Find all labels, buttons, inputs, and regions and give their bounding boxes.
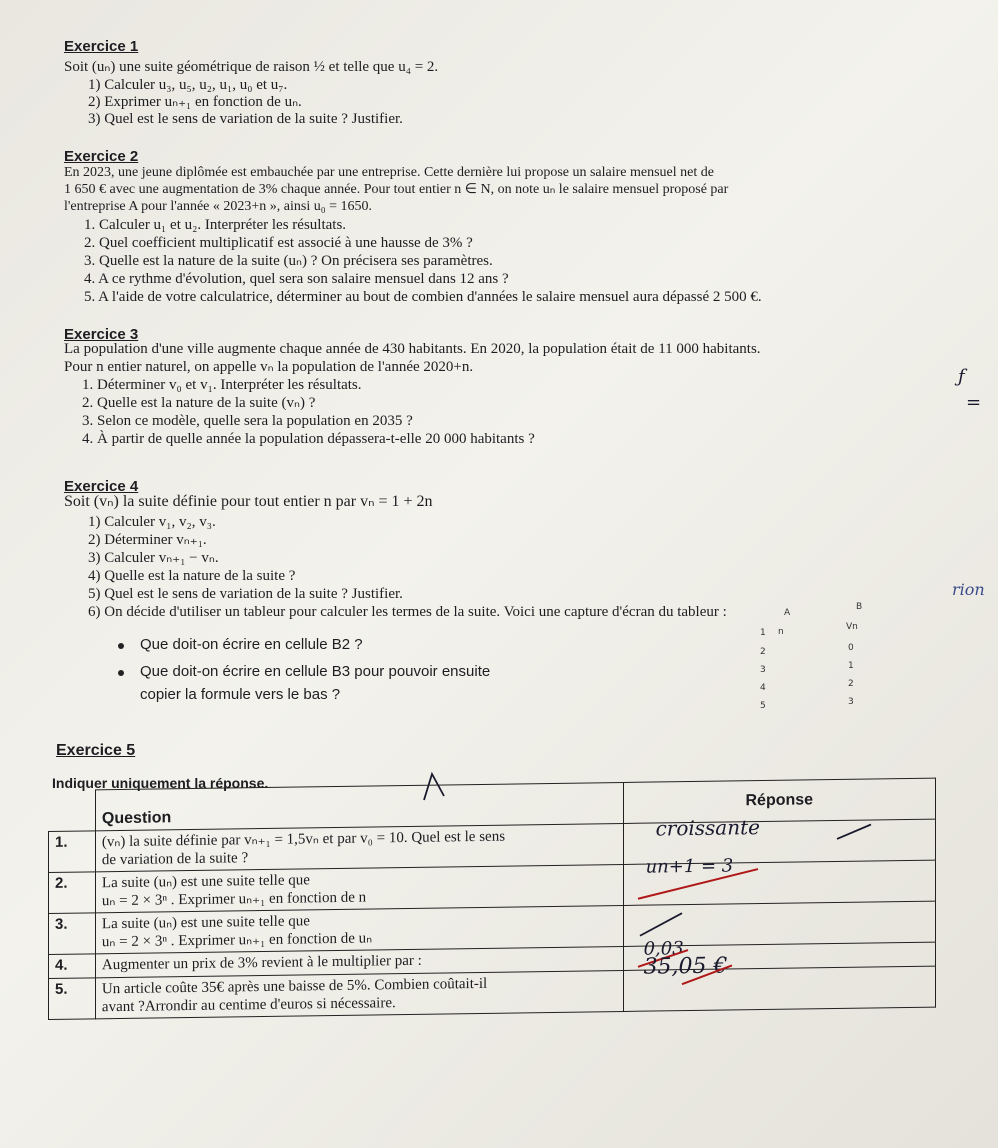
ex1-item-3: 3) Quel est le sens de variation de la suite ? Justifier. <box>88 111 403 127</box>
question-line: (vₙ) la suite définie par vₙ₊₁ = 1,5vₙ et par v₀ = 10. Quel est le sens <box>101 828 506 851</box>
ex2-intro-line-3: l'entreprise A pour l'année « 2023+n », ainsi u₀ = 1650. <box>64 199 372 214</box>
question-line: uₙ = 2 × 3ⁿ . Exprimer uₙ₊₁ en fonction de uₙ <box>101 930 373 951</box>
spreadsheet-col-a: A <box>784 608 791 618</box>
column-header-question: Question <box>101 809 172 828</box>
ex1-item-1: 1) Calculer u₃, u₅, u₂, u₁, u₀ et u₇. <box>88 77 288 93</box>
ex3-item-3: 3. Selon ce modèle, quelle sera la population en 2035 ? <box>82 413 413 429</box>
row-number: 4. <box>49 954 96 979</box>
spreadsheet-cell-b2: 0 <box>848 643 854 653</box>
column-header-answer: Réponse <box>623 778 935 823</box>
strike-through-mark <box>634 865 764 903</box>
question-line: uₙ = 2 × 3ⁿ . Exprimer uₙ₊₁ en fonction de n <box>101 889 367 910</box>
margin-equal-sign: = <box>966 392 982 413</box>
handwritten-answer: un+1 = 3 <box>645 855 734 878</box>
ex4-item-6: 6) On décide d'utiliser un tableur pour calculer les termes de la suite. Voici une capture d'écran du tableur : <box>88 604 727 620</box>
bullet-dot <box>118 643 124 649</box>
handwritten-answer: 0,03 <box>643 938 684 960</box>
question-line: Un article coûte 35€ après une baisse de 5%. Combien coûtait-il <box>101 975 488 998</box>
ex3-item-4: 4. À partir de quelle année la population dépassera-t-elle 20 000 habitants ? <box>82 431 535 447</box>
margin-note-rion: rion <box>952 580 985 599</box>
header-num-cell <box>49 790 96 832</box>
ex2-item-1: 1. Calculer u₁ et u₂. Interpréter les résultats. <box>84 217 347 233</box>
ex2-item-3: 3. Quelle est la nature de la suite (uₙ) ? On précisera ses paramètres. <box>84 253 493 269</box>
ex3-item-1: 1. Déterminer v₀ et v₁. Interpréter les résultats. <box>82 377 362 393</box>
ex3-item-2: 2. Quelle est la nature de la suite (vₙ) ? <box>82 395 316 411</box>
question-cell <box>95 970 623 1018</box>
spreadsheet-row-num: 4 <box>760 683 766 693</box>
ex4-bullet-1: Que doit-on écrire en cellule B2 ? <box>140 636 363 653</box>
ex2-intro-line-2: 1 650 € avec une augmentation de 3% chaque année. Pour tout entier n ∈ N, on note uₙ le salaire mensuel proposé par <box>64 182 729 197</box>
handwritten-answer: croissante <box>655 815 760 841</box>
question-line: avant ?Arrondir au centime d'euros si nécessaire. <box>101 995 396 1016</box>
row-number: 5. <box>49 978 96 1020</box>
spreadsheet-cell-b5: 3 <box>848 697 854 707</box>
spreadsheet-row-num: 1 <box>760 628 766 638</box>
ex4-item-5: 5) Quel est le sens de variation de la suite ? Justifier. <box>88 586 403 602</box>
ex2-title: Exercice 2 <box>64 148 139 165</box>
ex4-item-4: 4) Quelle est la nature de la suite ? <box>88 568 296 584</box>
ex2-intro-line-1: En 2023, une jeune diplômée est embauchée par une entreprise. Cette dernière lui propose un salaire mensuel net de <box>64 165 714 180</box>
spreadsheet-col-b: B <box>856 602 863 612</box>
answer-cell[interactable] <box>623 855 935 905</box>
ex3-title: Exercice 3 <box>64 326 139 343</box>
question-line: Augmenter un prix de 3% revient à le multiplier par : <box>101 952 422 974</box>
ex4-item-3: 3) Calculer vₙ₊₁ − vₙ. <box>88 550 219 566</box>
ex1-item-2: 2) Exprimer uₙ₊₁ en fonction de uₙ. <box>88 94 302 110</box>
spreadsheet-cell-b3: 1 <box>848 661 854 671</box>
ex2-item-4: 4. A ce rythme d'évolution, quel sera son salaire mensuel dans 12 ans ? <box>84 271 509 287</box>
ex4-bullet-3: copier la formule vers le bas ? <box>140 686 341 703</box>
margin-scribble-1: ƒ <box>958 366 965 387</box>
spreadsheet-cell-a1: n <box>778 627 784 637</box>
spreadsheet-cell-b4: 2 <box>848 679 854 689</box>
ex5-instruction: Indiquer uniquement la réponse. <box>52 775 269 791</box>
ex4-item-1: 1) Calculer v₁, v₂, v₃. <box>88 514 216 530</box>
ex1-intro: Soit (uₙ) une suite géométrique de raison ½ et telle que u₄ = 2. <box>64 59 439 75</box>
handwritten-answer: 35,05 € <box>643 953 728 980</box>
ex3-intro-line-2: Pour n entier naturel, on appelle vₙ la population de l'année 2020+n. <box>64 359 474 375</box>
spreadsheet-row-num: 2 <box>760 647 766 657</box>
question-line: La suite (uₙ) est une suite telle que <box>101 913 310 933</box>
ex5-title: Exercice 5 <box>56 742 136 759</box>
spreadsheet-row-num: 3 <box>760 665 766 675</box>
strike-through-mark <box>678 961 738 988</box>
ex4-item-2: 2) Déterminer vₙ₊₁. <box>88 532 207 548</box>
question-line: La suite (uₙ) est une suite telle que <box>101 872 310 892</box>
question-line: de variation de la suite ? <box>101 850 249 869</box>
ex2-item-2: 2. Quel coefficient multiplicatif est associé à une hausse de 3% ? <box>84 235 473 251</box>
ex4-bullet-2: Que doit-on écrire en cellule B3 pour pouvoir ensuite <box>140 663 491 680</box>
row-number: 3. <box>49 913 96 955</box>
ex4-title: Exercice 4 <box>64 478 139 495</box>
row-number: 1. <box>49 831 96 873</box>
check-mark-icon <box>835 820 875 843</box>
spreadsheet-row-num: 5 <box>760 701 766 711</box>
ex2-item-5: 5. A l'aide de votre calculatrice, déterminer au bout de combien d'années le salaire mensuel aura dépassé 2 500 €. <box>84 289 762 305</box>
bullet-dot <box>118 670 124 676</box>
ex5-answer-table <box>48 778 936 1020</box>
answer-cell[interactable] <box>623 953 935 1011</box>
row-number: 2. <box>49 872 96 914</box>
spreadsheet-cell-b1: Vn <box>846 622 858 632</box>
ex1-title: Exercice 1 <box>64 38 139 55</box>
ex3-intro-line-1: La population d'une ville augmente chaque année de 430 habitants. En 2020, la population était de 11 000 habitants. <box>64 341 761 357</box>
ex4-intro: Soit (vₙ) la suite définie pour tout entier n par vₙ = 1 + 2n <box>64 493 433 510</box>
check-mark-icon <box>638 909 688 940</box>
